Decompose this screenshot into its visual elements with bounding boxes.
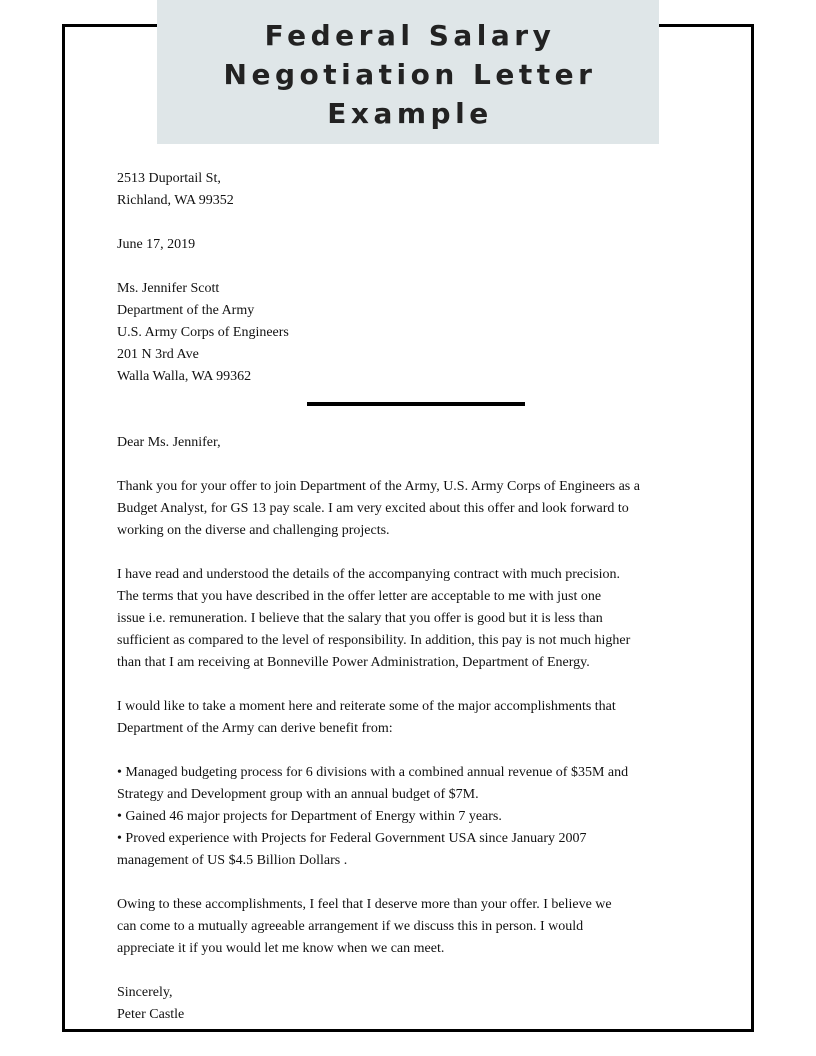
letter-body (117, 168, 717, 1026)
paragraph-line: working on the diverse and challenging projects. (117, 523, 390, 538)
paragraph-offer-thanks (117, 476, 717, 542)
recipient-line: 201 N 3rd Ave (117, 347, 199, 362)
paragraph-line: Owing to these accomplishments, I feel that I deserve more than your offer. I believe we (117, 897, 612, 912)
recipient-address (117, 278, 717, 388)
paragraph-line: sufficient as compared to the level of responsibility. In addition, this pay is not much higher (117, 633, 631, 648)
title-line: Example (327, 96, 493, 130)
list-item: • Gained 46 major projects for Department of Energy within 7 years. (117, 809, 502, 824)
paragraph-line: appreciate it if you would let me know when we can meet. (117, 941, 445, 956)
recipient-line: Walla Walla, WA 99362 (117, 369, 252, 384)
paragraph-accomplishments-intro (117, 696, 717, 740)
closing: Sincerely, (117, 985, 173, 1000)
paragraph-remuneration (117, 564, 717, 674)
title-banner (157, 0, 659, 144)
recipient-line: Department of the Army (117, 303, 255, 318)
letter-date: June 17, 2019 (117, 237, 196, 252)
recipient-line: U.S. Army Corps of Engineers (117, 325, 289, 340)
list-item: • Managed budgeting process for 6 divisions with a combined annual revenue of $35M and (117, 765, 629, 780)
paragraph-line: issue i.e. remuneration. I believe that the salary that you offer is good but it is less than (117, 611, 603, 626)
address-line: Richland, WA 99352 (117, 193, 234, 208)
address-line: 2513 Duportail St, (117, 171, 221, 186)
recipient-line: Ms. Jennifer Scott (117, 281, 220, 296)
paragraph-line: Budget Analyst, for GS 13 pay scale. I am very excited about this offer and look forward to (117, 501, 629, 516)
title-line: Negotiation Letter (223, 57, 597, 91)
paragraph-line: can come to a mutually agreeable arrangement if we discuss this in person. I would (117, 919, 584, 934)
paragraph-line: Department of the Army can derive benefit from: (117, 721, 393, 736)
signature-name: Peter Castle (117, 1007, 185, 1022)
paragraph-line: than that I am receiving at Bonneville Power Administration, Department of Energy. (117, 655, 590, 670)
paragraph-line: I would like to take a moment here and reiterate some of the major accomplishments that (117, 699, 616, 714)
paragraph-line: Thank you for your offer to join Department of the Army, U.S. Army Corps of Engineers as a (117, 479, 640, 494)
paragraph-line: I have read and understood the details of the accompanying contract with much precision. (117, 567, 621, 582)
paragraph-line: The terms that you have described in the offer letter are acceptable to me with just one (117, 589, 602, 604)
sender-address (117, 168, 717, 212)
salutation: Dear Ms. Jennifer, (117, 435, 221, 450)
list-item: • Proved experience with Projects for Federal Government USA since January 2007 (117, 831, 587, 846)
title-line: Federal Salary (264, 18, 556, 52)
list-item: management of US $4.5 Billion Dollars . (117, 853, 348, 868)
document-title (200, 12, 617, 133)
accomplishments-list (117, 762, 717, 872)
list-item: Strategy and Development group with an annual budget of $7M. (117, 787, 479, 802)
paragraph-closing-request (117, 894, 717, 960)
